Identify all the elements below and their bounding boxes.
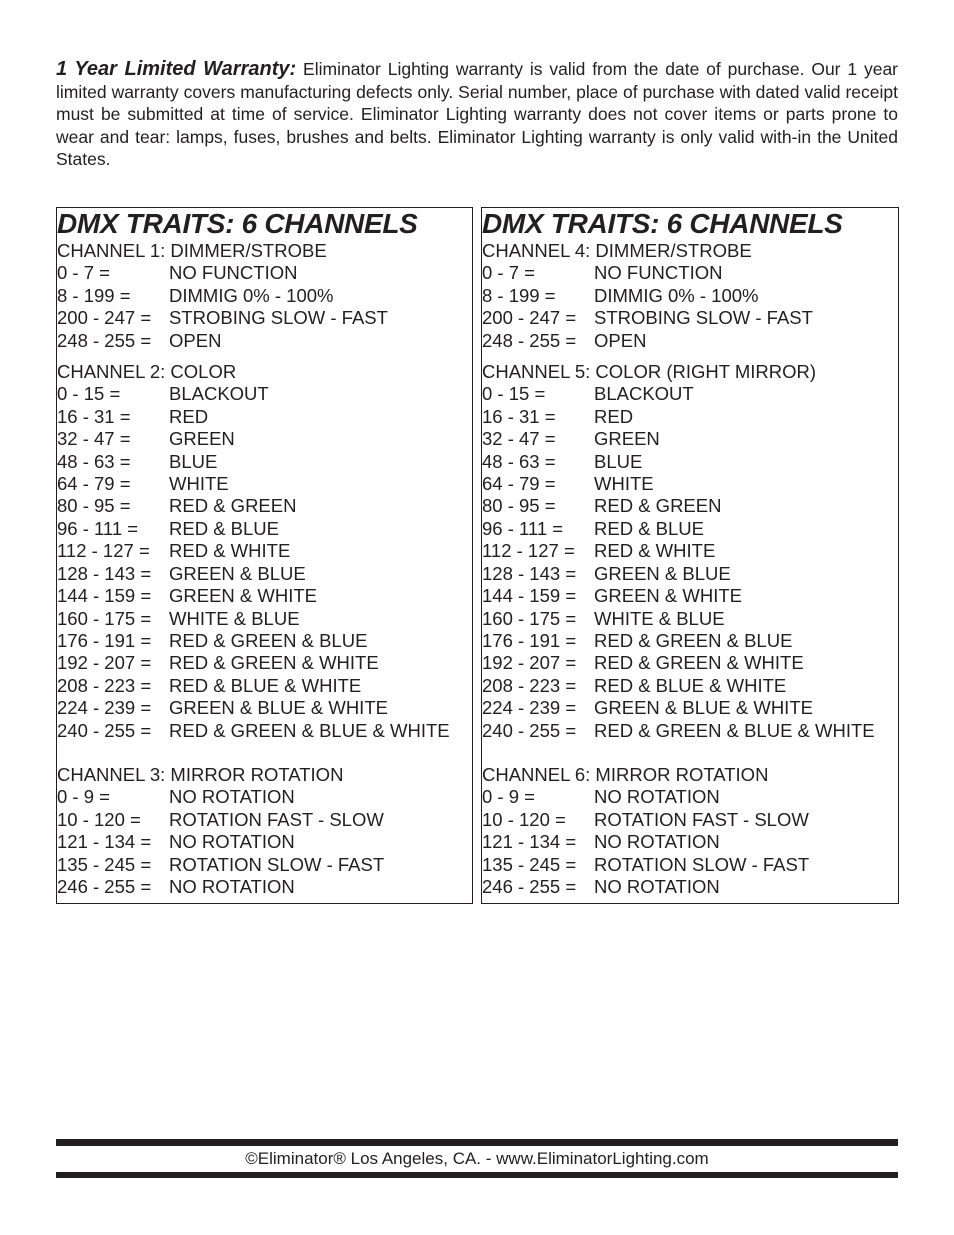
dmx-function: STROBING SLOW - FAST <box>594 307 813 329</box>
table-row <box>57 720 472 742</box>
dmx-range: 80 - 95 = <box>482 495 556 517</box>
dmx-function: RED & WHITE <box>594 540 716 562</box>
table-row <box>482 831 898 853</box>
table-row <box>57 495 472 517</box>
dmx-range: 200 - 247 = <box>57 307 152 329</box>
table-row <box>482 307 898 329</box>
dmx-function: RED & GREEN & BLUE <box>169 629 368 651</box>
table-row <box>482 406 898 428</box>
table-row <box>57 285 472 307</box>
table-row <box>57 473 472 495</box>
dmx-function: DIMMIG 0% - 100% <box>169 284 334 306</box>
dmx-function: ROTATION SLOW - FAST <box>169 853 385 875</box>
dmx-function: RED & GREEN & BLUE & WHITE <box>169 719 450 741</box>
dmx-function: GREEN & BLUE <box>594 562 731 584</box>
dmx-range: 0 - 15 = <box>482 383 546 405</box>
table-row <box>57 585 472 607</box>
table-row <box>57 876 472 898</box>
dmx-range: 96 - 111 = <box>57 517 139 539</box>
dmx-range: 64 - 79 = <box>57 473 131 495</box>
dmx-range: 248 - 255 = <box>482 329 577 351</box>
table-row <box>57 831 472 853</box>
table-row <box>57 307 472 329</box>
channel-rows <box>57 383 472 742</box>
dmx-function: NO ROTATION <box>594 786 720 808</box>
dmx-range: 48 - 63 = <box>482 450 556 472</box>
channel-title: CHANNEL 1: DIMMER/STROBE <box>57 240 327 261</box>
dmx-range: 48 - 63 = <box>57 450 131 472</box>
table-row <box>482 608 898 630</box>
dmx-function: DIMMIG 0% - 100% <box>594 284 759 306</box>
dmx-range: 64 - 79 = <box>482 473 556 495</box>
footer-divider-top <box>56 1139 898 1146</box>
dmx-function: GREEN & WHITE <box>594 585 743 607</box>
table-row <box>482 330 898 352</box>
dmx-function: WHITE & BLUE <box>169 607 300 629</box>
dmx-range: 176 - 191 = <box>57 629 152 651</box>
channel-title: CHANNEL 2: COLOR <box>57 361 237 383</box>
dmx-traits-title: DMX TRAITS: 6 CHANNELS <box>57 208 418 239</box>
channel-rows <box>57 786 472 898</box>
dmx-range: 208 - 223 = <box>57 674 152 696</box>
table-row <box>482 675 898 697</box>
channel-title: CHANNEL 4: DIMMER/STROBE <box>482 240 752 261</box>
dmx-function: RED & WHITE <box>169 540 291 562</box>
warranty-text: Eliminator Lighting warranty is valid from the date of purchase. Our 1 year limited warranty covers manufacturing defects only. Serial number, place of purchase with dated valid receipt must be submitted at time of service. Eliminator Lighting warranty does not cover items or parts prone to wear and tear: lamps, fuses, brushes and belts. Eliminator Lighting warranty is only valid with-in the United States. <box>56 59 898 169</box>
table-row <box>482 518 898 540</box>
table-row <box>482 809 898 831</box>
dmx-function: RED & GREEN <box>169 495 297 517</box>
dmx-range: 32 - 47 = <box>57 428 131 450</box>
dmx-range: 0 - 9 = <box>482 786 535 808</box>
dmx-function: NO ROTATION <box>169 786 295 808</box>
dmx-range: 96 - 111 = <box>482 517 564 539</box>
dmx-function: NO FUNCTION <box>594 262 723 284</box>
dmx-function: OPEN <box>169 329 222 351</box>
dmx-function: ROTATION FAST - SLOW <box>169 808 384 830</box>
channel-1-section <box>57 240 472 352</box>
table-row <box>57 540 472 562</box>
table-row <box>482 786 898 808</box>
channel-rows <box>482 262 898 352</box>
dmx-range: 176 - 191 = <box>482 629 577 651</box>
dmx-function: WHITE <box>169 473 229 495</box>
dmx-range: 246 - 255 = <box>482 875 577 897</box>
dmx-function: RED & BLUE & WHITE <box>169 674 362 696</box>
warranty-label: 1 Year Limited Warranty: <box>56 58 297 80</box>
dmx-range: 144 - 159 = <box>57 585 152 607</box>
channel-5-section <box>482 361 898 742</box>
dmx-range: 160 - 175 = <box>482 607 577 629</box>
channel-title: CHANNEL 6: MIRROR ROTATION <box>482 763 769 785</box>
dmx-range: 121 - 134 = <box>482 831 577 853</box>
dmx-range: 135 - 245 = <box>57 853 152 875</box>
dmx-range: 121 - 134 = <box>57 831 152 853</box>
dmx-function: RED & GREEN & BLUE <box>594 629 793 651</box>
table-row <box>57 675 472 697</box>
channel-2-section <box>57 361 472 742</box>
dmx-range: 80 - 95 = <box>57 495 131 517</box>
table-row <box>57 786 472 808</box>
dmx-range: 10 - 120 = <box>482 808 566 830</box>
dmx-range: 200 - 247 = <box>482 307 577 329</box>
table-row <box>482 540 898 562</box>
table-row <box>57 630 472 652</box>
dmx-function: RED <box>594 405 634 427</box>
dmx-function: GREEN <box>594 428 660 450</box>
dmx-function: NO ROTATION <box>169 875 295 897</box>
dmx-function: WHITE <box>594 473 654 495</box>
table-row <box>57 451 472 473</box>
table-row <box>482 473 898 495</box>
table-row <box>57 330 472 352</box>
dmx-function: BLUE <box>169 450 218 472</box>
dmx-function: RED & BLUE <box>594 517 705 539</box>
dmx-range: 16 - 31 = <box>482 405 556 427</box>
table-row <box>482 697 898 719</box>
dmx-function: RED & GREEN & WHITE <box>169 652 379 674</box>
dmx-range: 240 - 255 = <box>482 719 577 741</box>
dmx-function: RED & GREEN & BLUE & WHITE <box>594 719 875 741</box>
channel-rows <box>482 786 898 898</box>
dmx-range: 192 - 207 = <box>482 652 577 674</box>
table-row <box>482 652 898 674</box>
dmx-range: 0 - 9 = <box>57 786 110 808</box>
table-row <box>57 854 472 876</box>
table-row <box>482 630 898 652</box>
dmx-range: 128 - 143 = <box>482 562 577 584</box>
footer-divider-bottom <box>56 1172 898 1178</box>
channel-4-section <box>482 240 898 352</box>
channel-rows <box>482 383 898 742</box>
dmx-range: 135 - 245 = <box>482 853 577 875</box>
table-row <box>57 652 472 674</box>
dmx-traits-table-right <box>481 207 899 904</box>
dmx-range: 208 - 223 = <box>482 674 577 696</box>
table-row <box>482 876 898 898</box>
dmx-function: NO ROTATION <box>169 831 295 853</box>
table-row <box>482 720 898 742</box>
table-row <box>482 495 898 517</box>
dmx-function: GREEN & BLUE & WHITE <box>594 697 813 719</box>
dmx-range: 192 - 207 = <box>57 652 152 674</box>
table-row <box>57 518 472 540</box>
dmx-range: 248 - 255 = <box>57 329 152 351</box>
table-row <box>57 809 472 831</box>
dmx-function: OPEN <box>594 329 647 351</box>
dmx-function: NO ROTATION <box>594 831 720 853</box>
dmx-range: 246 - 255 = <box>57 875 152 897</box>
dmx-range: 10 - 120 = <box>57 808 141 830</box>
dmx-function: BLACKOUT <box>594 383 694 405</box>
dmx-function: BLACKOUT <box>169 383 269 405</box>
dmx-function: WHITE & BLUE <box>594 607 725 629</box>
dmx-range: 112 - 127 = <box>57 540 150 562</box>
table-row <box>57 428 472 450</box>
dmx-range: 16 - 31 = <box>57 405 131 427</box>
channel-3-section <box>57 764 472 898</box>
channel-6-section <box>482 764 898 898</box>
dmx-range: 160 - 175 = <box>57 607 152 629</box>
dmx-function: ROTATION FAST - SLOW <box>594 808 809 830</box>
table-row <box>482 451 898 473</box>
dmx-function: BLUE <box>594 450 643 472</box>
dmx-function: NO ROTATION <box>594 875 720 897</box>
dmx-function: RED <box>169 405 209 427</box>
dmx-traits-table-left <box>56 207 473 904</box>
channel-title: CHANNEL 5: COLOR (RIGHT MIRROR) <box>482 361 817 383</box>
table-row <box>482 285 898 307</box>
table-row <box>482 585 898 607</box>
dmx-range: 144 - 159 = <box>482 585 577 607</box>
dmx-range: 0 - 15 = <box>57 383 121 405</box>
dmx-range: 224 - 239 = <box>482 697 577 719</box>
dmx-function: RED & BLUE <box>169 517 280 539</box>
dmx-function: STROBING SLOW - FAST <box>169 307 388 329</box>
table-row <box>57 262 472 284</box>
table-row <box>482 428 898 450</box>
table-row <box>482 563 898 585</box>
table-row <box>57 383 472 405</box>
table-row <box>57 608 472 630</box>
table-row <box>57 406 472 428</box>
dmx-range: 32 - 47 = <box>482 428 556 450</box>
table-row <box>482 854 898 876</box>
table-row <box>482 262 898 284</box>
channel-rows <box>57 262 472 352</box>
dmx-function: RED & BLUE & WHITE <box>594 674 787 696</box>
warranty-paragraph <box>56 58 898 171</box>
table-row <box>57 697 472 719</box>
dmx-function: ROTATION SLOW - FAST <box>594 853 810 875</box>
dmx-function: GREEN & BLUE & WHITE <box>169 697 388 719</box>
table-row <box>482 383 898 405</box>
dmx-function: RED & GREEN & WHITE <box>594 652 804 674</box>
dmx-range: 0 - 7 = <box>482 262 535 284</box>
dmx-range: 0 - 7 = <box>57 262 110 284</box>
dmx-traits-title: DMX TRAITS: 6 CHANNELS <box>482 208 843 239</box>
channel-title: CHANNEL 3: MIRROR ROTATION <box>57 763 344 785</box>
dmx-range: 8 - 199 = <box>482 284 556 306</box>
dmx-function: RED & GREEN <box>594 495 722 517</box>
dmx-function: NO FUNCTION <box>169 262 298 284</box>
dmx-range: 128 - 143 = <box>57 562 152 584</box>
dmx-range: 112 - 127 = <box>482 540 575 562</box>
dmx-function: GREEN & BLUE <box>169 562 306 584</box>
dmx-range: 224 - 239 = <box>57 697 152 719</box>
footer-copyright: ©Eliminator® Los Angeles, CA. - www.EliminatorLighting.com <box>245 1149 709 1168</box>
dmx-range: 240 - 255 = <box>57 719 152 741</box>
dmx-function: GREEN <box>169 428 235 450</box>
dmx-range: 8 - 199 = <box>57 284 131 306</box>
table-row <box>57 563 472 585</box>
dmx-function: GREEN & WHITE <box>169 585 318 607</box>
